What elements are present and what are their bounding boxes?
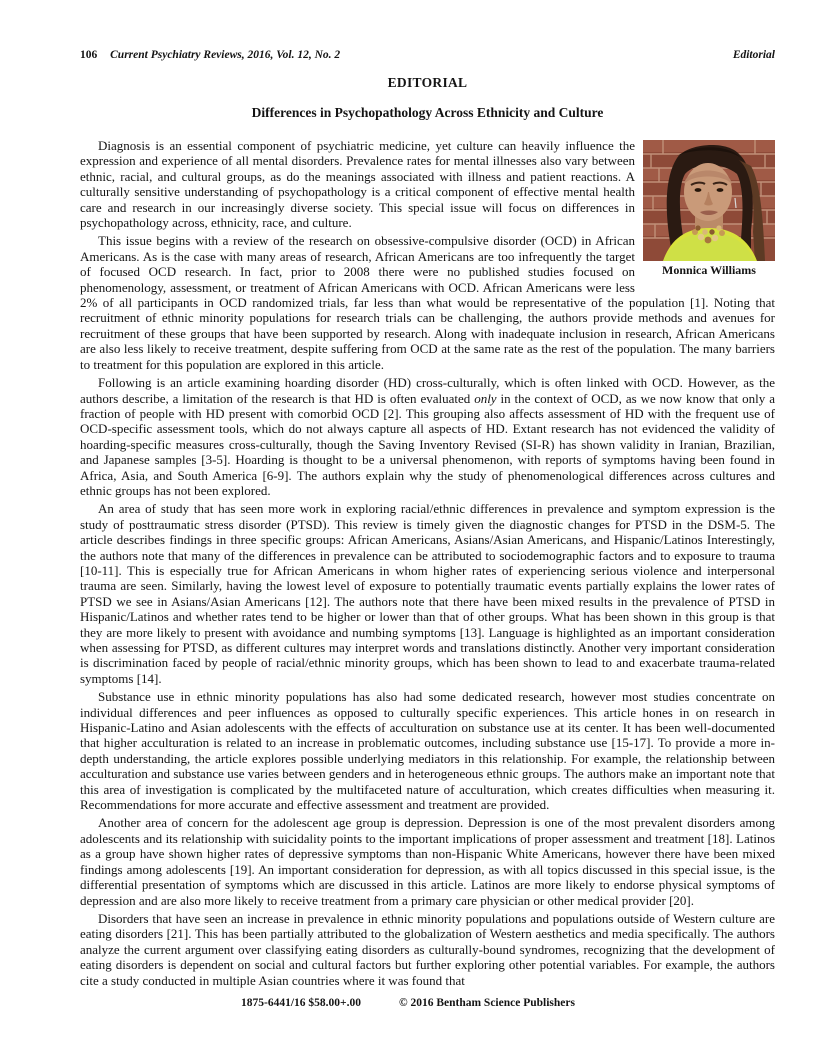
page-footer — [0, 997, 816, 1009]
body-paragraph — [80, 375, 775, 498]
article-body — [80, 138, 775, 988]
copyright-notice: © 2016 Bentham Science Publishers — [398, 997, 575, 1009]
body-paragraph: Another area of concern for the adolescent age group is depression. Depression is one of the most prevalent disorders among adolescents and its relationship with suicidality points to the important implications of proper assessment and treatment [18]. Latinos as a group have shown higher rates of depressive symptoms than non-Hispanic White Americans, however there have been mixed findings among adolescents [19]. An important consideration for depression, as with all topics discussed in this special issue, is the differential presentation of symptoms which are discussed in this article. Latinos are more likely to endorse physical symptoms of depression and are also more likely to receive treatment from a primary care physician or other medical provider [20]. — [80, 815, 775, 908]
journal-citation: Current Psychiatry Reviews, 2016, Vol. 12, No. 2 — [110, 49, 341, 61]
body-paragraph: Disorders that have seen an increase in prevalence in ethnic minority populations and populations outside of Western culture are eating disorders [21]. This has been partially attributed to the globalization of Western aesthetics and media specifically. The authors analyze the current argument over classifying eating disorders as culturally-bound syndromes, recognizing that the development of eating disorders is dependent on social and cultural factors but further exploring other potential variables. For example, the authors cite a study conducted in multiple Asian countries where it was found that — [80, 910, 775, 988]
section-heading: EDITORIAL — [387, 75, 468, 90]
paragraph-text: in the context of OCD, as we now know that only a fraction of people with HD present with comorbid OCD [2]. This grouping also affects assessment of HD with the frequent use of OCD-specific assessment tools, which do not always capture all aspects of HD. Extant research has not evidenced the validity of hoarding-specific measures cross-culturally, though the Saving Inventory Revised (SI-R) has shown validity in Iranian, Brazilian, and Japanese samples [3-5]. Hoarding is thought to be a universal phenomenon, with reports of symptoms having been found in Africa, Asia, and South America [6-9]. The authors explain why the study of phenomenological differences across cultures and ethnic groups has not been explored. — [80, 390, 775, 498]
running-head-section: Editorial — [732, 49, 775, 61]
issn-price: 1875-6441/16 $58.00+.00 — [241, 997, 361, 1009]
body-paragraph: This issue begins with a review of the research on obsessive-compulsive disorder (OCD) in African Americans. As is the case with many areas of research, African Americans are too infrequently the target of focused OCD research. In fact, prior to 2008 there were no published studies focused on phenomenology, assessment, or treatment of African Americans with OCD. African Americans were less 2% of all participants in OCD randomized trials, far less than what would be representative of the population [1]. Noting that recruitment of ethnic minority populations for research trials can be challenging, the authors provide methods and avenues for recruitment of these groups that have been supported by research. Along with inadequate inclusion in research, African Americans are also less likely to receive treatment, despite suffering from OCD at the same rate as the rest of the population. The many barriers to treatment for this population are explored in this article. — [80, 233, 775, 372]
author-photo — [643, 140, 775, 261]
body-paragraph: Substance use in ethnic minority populations has also had some dedicated research, however most studies concentrate on individual differences and peer influences as opposed to culturally specific experiences. This article hones in on research in Hispanic-Latino and Asian adolescents with the effects of acculturation on substance use at its center. It has been well-documented that higher acculturation is related to an increase in problematic outcomes, including substance use [15-17]. To provide a more in-depth understanding, the article explores possible underlying mediators in this relationship. For example, the relationship between acculturation and substance use varies between genders and in heterogeneous ethnic groups. The authors make an important note that this area of investigation is complicated by the multifaceted nature of acculturation, which creates difficulties when measuring it. Recommendations for more accurate and effective assessment and treatment are provided. — [80, 689, 775, 813]
running-head-left — [80, 49, 340, 61]
running-head — [80, 49, 775, 61]
emphasized-word: only — [474, 390, 497, 406]
author-photo-block — [643, 140, 775, 278]
body-paragraph: An area of study that has seen more work in exploring racial/ethnic differences in prevalence and symptom expression is the study of posttraumatic stress disorder (PTSD). This review is timely given the diagnostic changes for PTSD in the DSM-5. The article describes findings in three specific groups: African Americans, Asians/Asian Americans, and Hispanic/Latinos Interestingly, the authors note that many of the differences in prevalence can be attributed to sociodemographic factors and to exposure to trauma [10-11]. This is especially true for African Americans in whom higher rates of experiencing serious violence and interpersonal trauma are seen. Similarly, having the lowest level of exposure to potentially traumatic events partially explains the lower rates of PTSD we see in Asians/Asian Americans [12]. The authors note that there have been mixed results in the prevalence of PTSD in Hispanic/Latinos and whether rates tend to be higher or lower than that of other groups. What has been shown in this group is that they are more likely to present with avoidance and numbing symptoms [13]. Language is highlighted as an important consideration when assessing for PTSD, as different cultures may interpret words and translations distinctly. Another very important consideration is discrimination faced by people of racial/ethnic minority groups, which has been shown to lead to and exacerbate trauma-related symptoms [14]. — [80, 501, 775, 686]
paragraph-text: Following is an article examining hoarding disorder (HD) cross-culturally, which is often linked with OCD. However, as the authors describe, a limitation of the research is that HD is often evaluated — [80, 375, 775, 406]
article-title: Differences in Psychopathology Across Ethnicity and Culture — [251, 105, 604, 120]
page-number: 106 — [80, 49, 98, 61]
body-paragraph: Diagnosis is an essential component of psychiatric medicine, yet culture can heavily influence the expression and experience of all mental disorders. Prevalence rates for mental illnesses also vary between ethnic, racial, and cultural groups, as do the meanings associated with illness and patient reactions. A culturally sensitive understanding of psychopathology is a critical component of effective mental health care and research in our increasingly diverse society. This special issue will focus on differences in psychopathology across, ethnicity, race, and culture. — [80, 138, 635, 231]
author-photo-caption: Monnica Williams — [662, 263, 756, 277]
